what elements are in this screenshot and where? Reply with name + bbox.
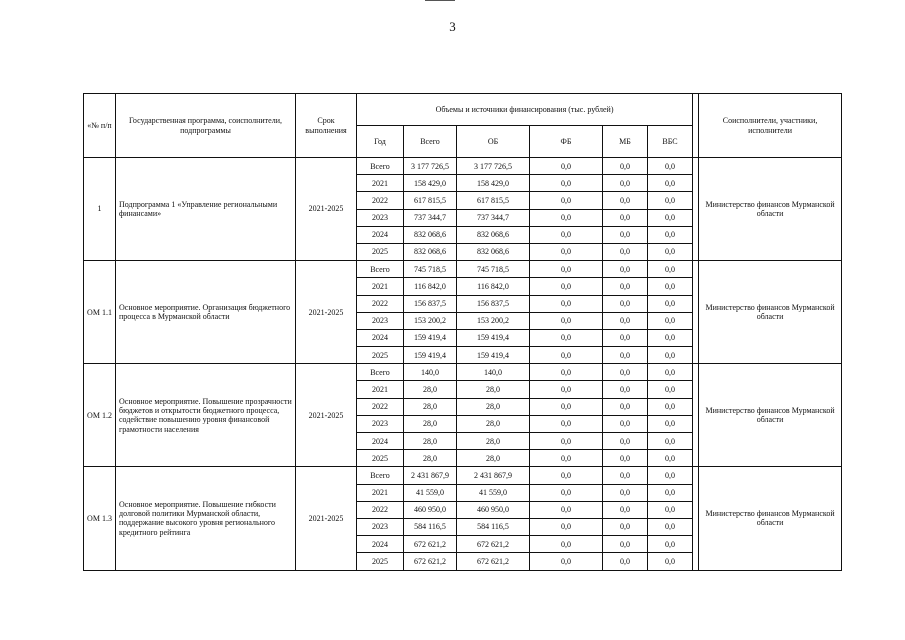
cell-ob: 2 431 867,9 xyxy=(457,467,530,484)
cell-vbs: 0,0 xyxy=(648,209,693,226)
cell-year: 2021 xyxy=(357,175,404,192)
cell-year: 2025 xyxy=(357,450,404,467)
cell-mb: 0,0 xyxy=(603,518,648,535)
cell-vbs: 0,0 xyxy=(648,450,693,467)
header-total: Всего xyxy=(404,126,457,158)
cell-vbs: 0,0 xyxy=(648,536,693,553)
cell-vbs: 0,0 xyxy=(648,518,693,535)
cell-total: 672 621,2 xyxy=(404,553,457,570)
top-rule xyxy=(425,0,455,1)
cell-vbs: 0,0 xyxy=(648,347,693,364)
cell-total: 28,0 xyxy=(404,398,457,415)
cell-fb: 0,0 xyxy=(530,536,603,553)
cell-fb: 0,0 xyxy=(530,209,603,226)
cell-mb: 0,0 xyxy=(603,261,648,278)
cell-fb: 0,0 xyxy=(530,381,603,398)
cell-mb: 0,0 xyxy=(603,158,648,175)
cell-total: 159 419,4 xyxy=(404,329,457,346)
cell-fb: 0,0 xyxy=(530,415,603,432)
cell-mb: 0,0 xyxy=(603,295,648,312)
cell-fb: 0,0 xyxy=(530,243,603,260)
program-term: 2021-2025 xyxy=(296,364,357,467)
cell-ob: 584 116,5 xyxy=(457,518,530,535)
cell-year: 2022 xyxy=(357,295,404,312)
cell-mb: 0,0 xyxy=(603,364,648,381)
cell-year: Всего xyxy=(357,364,404,381)
cell-ob: 3 177 726,5 xyxy=(457,158,530,175)
header-fb: ФБ xyxy=(530,126,603,158)
cell-mb: 0,0 xyxy=(603,278,648,295)
cell-year: Всего xyxy=(357,261,404,278)
cell-total: 737 344,7 xyxy=(404,209,457,226)
table-row xyxy=(84,364,842,381)
cell-year: 2025 xyxy=(357,553,404,570)
program-name: Основное мероприятие. Повышение гибкости долговой политики Мурманской области, поддержание высокого уровня регионального кредитного рейтинга xyxy=(116,467,296,570)
cell-total: 832 068,6 xyxy=(404,243,457,260)
cell-ob: 158 429,0 xyxy=(457,175,530,192)
cell-fb: 0,0 xyxy=(530,226,603,243)
financing-table xyxy=(83,93,842,571)
table-row xyxy=(84,158,842,175)
cell-ob: 617 815,5 xyxy=(457,192,530,209)
program-term: 2021-2025 xyxy=(296,261,357,364)
header-row-1 xyxy=(84,94,842,126)
row-number: ОМ 1.2 xyxy=(84,364,116,467)
table-row xyxy=(84,467,842,484)
cell-fb: 0,0 xyxy=(530,433,603,450)
cell-total: 745 718,5 xyxy=(404,261,457,278)
table-body xyxy=(84,158,842,571)
cell-fb: 0,0 xyxy=(530,347,603,364)
cell-ob: 28,0 xyxy=(457,433,530,450)
cell-total: 832 068,6 xyxy=(404,226,457,243)
cell-fb: 0,0 xyxy=(530,278,603,295)
cell-ob: 159 419,4 xyxy=(457,329,530,346)
cell-year: 2024 xyxy=(357,226,404,243)
cell-total: 28,0 xyxy=(404,415,457,432)
cell-year: 2021 xyxy=(357,381,404,398)
cell-year: 2023 xyxy=(357,415,404,432)
cell-year: 2025 xyxy=(357,243,404,260)
cell-ob: 832 068,6 xyxy=(457,243,530,260)
cell-year: 2024 xyxy=(357,433,404,450)
cell-ob: 41 559,0 xyxy=(457,484,530,501)
cell-total: 617 815,5 xyxy=(404,192,457,209)
cell-year: 2021 xyxy=(357,484,404,501)
program-name: Подпрограмма 1 «Управление региональными финансами» xyxy=(116,158,296,261)
cell-mb: 0,0 xyxy=(603,381,648,398)
table-row xyxy=(84,261,842,278)
cell-fb: 0,0 xyxy=(530,467,603,484)
program-name: Основное мероприятие. Повышение прозрачности бюджетов и открытости бюджетного процесса, содействие повышению уровня финансовой грамотности населения xyxy=(116,364,296,467)
cell-fb: 0,0 xyxy=(530,518,603,535)
cell-fb: 0,0 xyxy=(530,295,603,312)
cell-total: 41 559,0 xyxy=(404,484,457,501)
cell-total: 2 431 867,9 xyxy=(404,467,457,484)
cell-mb: 0,0 xyxy=(603,484,648,501)
cell-year: 2023 xyxy=(357,518,404,535)
cell-vbs: 0,0 xyxy=(648,158,693,175)
cell-mb: 0,0 xyxy=(603,347,648,364)
cell-fb: 0,0 xyxy=(530,192,603,209)
cell-vbs: 0,0 xyxy=(648,329,693,346)
header-financing: Объемы и источники финансирования (тыс. рублей) xyxy=(357,94,693,126)
row-number: ОМ 1.1 xyxy=(84,261,116,364)
cell-vbs: 0,0 xyxy=(648,261,693,278)
header-year: Год xyxy=(357,126,404,158)
cell-ob: 737 344,7 xyxy=(457,209,530,226)
executor-name: Министерство финансов Мурманской области xyxy=(699,158,842,261)
cell-mb: 0,0 xyxy=(603,415,648,432)
program-term: 2021-2025 xyxy=(296,158,357,261)
header-term: Срок выполнения xyxy=(296,94,357,158)
cell-mb: 0,0 xyxy=(603,536,648,553)
cell-mb: 0,0 xyxy=(603,243,648,260)
cell-vbs: 0,0 xyxy=(648,415,693,432)
cell-ob: 153 200,2 xyxy=(457,312,530,329)
cell-fb: 0,0 xyxy=(530,484,603,501)
cell-total: 28,0 xyxy=(404,450,457,467)
cell-vbs: 0,0 xyxy=(648,312,693,329)
cell-year: 2025 xyxy=(357,347,404,364)
cell-ob: 159 419,4 xyxy=(457,347,530,364)
cell-vbs: 0,0 xyxy=(648,433,693,450)
cell-vbs: 0,0 xyxy=(648,467,693,484)
cell-ob: 832 068,6 xyxy=(457,226,530,243)
cell-total: 672 621,2 xyxy=(404,536,457,553)
executor-name: Министерство финансов Мурманской области xyxy=(699,261,842,364)
cell-total: 153 200,2 xyxy=(404,312,457,329)
cell-ob: 140,0 xyxy=(457,364,530,381)
cell-ob: 460 950,0 xyxy=(457,501,530,518)
cell-mb: 0,0 xyxy=(603,553,648,570)
cell-year: 2022 xyxy=(357,192,404,209)
cell-ob: 116 842,0 xyxy=(457,278,530,295)
header-mb: МБ xyxy=(603,126,648,158)
cell-total: 156 837,5 xyxy=(404,295,457,312)
cell-ob: 28,0 xyxy=(457,415,530,432)
cell-total: 140,0 xyxy=(404,364,457,381)
cell-mb: 0,0 xyxy=(603,501,648,518)
program-name: Основное мероприятие. Организация бюджетного процесса в Мурманской области xyxy=(116,261,296,364)
cell-year: 2023 xyxy=(357,312,404,329)
cell-fb: 0,0 xyxy=(530,261,603,278)
cell-fb: 0,0 xyxy=(530,329,603,346)
executor-name: Министерство финансов Мурманской области xyxy=(699,364,842,467)
cell-fb: 0,0 xyxy=(530,175,603,192)
cell-vbs: 0,0 xyxy=(648,295,693,312)
cell-vbs: 0,0 xyxy=(648,192,693,209)
cell-vbs: 0,0 xyxy=(648,501,693,518)
cell-mb: 0,0 xyxy=(603,450,648,467)
cell-ob: 672 621,2 xyxy=(457,553,530,570)
cell-vbs: 0,0 xyxy=(648,278,693,295)
cell-total: 28,0 xyxy=(404,433,457,450)
cell-year: Всего xyxy=(357,158,404,175)
cell-ob: 745 718,5 xyxy=(457,261,530,278)
cell-mb: 0,0 xyxy=(603,433,648,450)
cell-mb: 0,0 xyxy=(603,175,648,192)
header-ob: ОБ xyxy=(457,126,530,158)
cell-mb: 0,0 xyxy=(603,209,648,226)
cell-year: 2022 xyxy=(357,398,404,415)
cell-fb: 0,0 xyxy=(530,450,603,467)
cell-vbs: 0,0 xyxy=(648,381,693,398)
cell-vbs: 0,0 xyxy=(648,484,693,501)
cell-vbs: 0,0 xyxy=(648,364,693,381)
program-term: 2021-2025 xyxy=(296,467,357,570)
cell-vbs: 0,0 xyxy=(648,553,693,570)
cell-fb: 0,0 xyxy=(530,398,603,415)
cell-year: 2022 xyxy=(357,501,404,518)
cell-ob: 672 621,2 xyxy=(457,536,530,553)
cell-year: 2021 xyxy=(357,278,404,295)
cell-mb: 0,0 xyxy=(603,398,648,415)
cell-total: 28,0 xyxy=(404,381,457,398)
cell-total: 584 116,5 xyxy=(404,518,457,535)
cell-fb: 0,0 xyxy=(530,312,603,329)
cell-vbs: 0,0 xyxy=(648,243,693,260)
header-program: Государственная программа, соисполнители, подпрограммы xyxy=(116,94,296,158)
cell-mb: 0,0 xyxy=(603,226,648,243)
cell-ob: 156 837,5 xyxy=(457,295,530,312)
cell-total: 3 177 726,5 xyxy=(404,158,457,175)
cell-year: 2024 xyxy=(357,536,404,553)
cell-ob: 28,0 xyxy=(457,398,530,415)
cell-mb: 0,0 xyxy=(603,467,648,484)
header-executors: Соисполнители, участники, исполнители xyxy=(699,94,842,158)
header-vbs: ВБС xyxy=(648,126,693,158)
cell-fb: 0,0 xyxy=(530,501,603,518)
row-number: 1 xyxy=(84,158,116,261)
cell-total: 159 419,4 xyxy=(404,347,457,364)
cell-mb: 0,0 xyxy=(603,192,648,209)
cell-fb: 0,0 xyxy=(530,158,603,175)
executor-name: Министерство финансов Мурманской области xyxy=(699,467,842,570)
cell-vbs: 0,0 xyxy=(648,398,693,415)
cell-total: 116 842,0 xyxy=(404,278,457,295)
cell-ob: 28,0 xyxy=(457,381,530,398)
cell-vbs: 0,0 xyxy=(648,226,693,243)
cell-vbs: 0,0 xyxy=(648,175,693,192)
cell-year: 2023 xyxy=(357,209,404,226)
cell-year: Всего xyxy=(357,467,404,484)
cell-year: 2024 xyxy=(357,329,404,346)
cell-total: 158 429,0 xyxy=(404,175,457,192)
cell-total: 460 950,0 xyxy=(404,501,457,518)
header-num: «№ п/п xyxy=(84,94,116,158)
cell-ob: 28,0 xyxy=(457,450,530,467)
cell-mb: 0,0 xyxy=(603,329,648,346)
row-number: ОМ 1.3 xyxy=(84,467,116,570)
cell-fb: 0,0 xyxy=(530,364,603,381)
page-number: 3 xyxy=(449,19,456,34)
cell-fb: 0,0 xyxy=(530,553,603,570)
cell-mb: 0,0 xyxy=(603,312,648,329)
